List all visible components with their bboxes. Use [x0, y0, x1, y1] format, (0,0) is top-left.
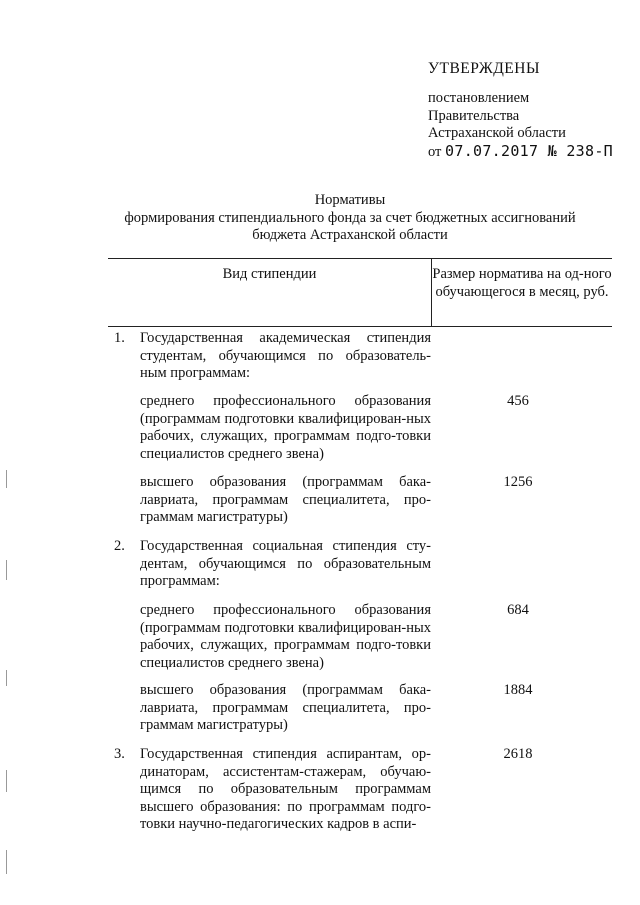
- row-text: среднего профессионального образования (программам подготовки квалифицирован-ных рабочих, служащих, программам подго-товки специалистов среднего звена): [140, 602, 431, 671]
- table-row: [140, 682, 431, 735]
- row-number: 3.: [114, 746, 125, 762]
- row-value: 684: [507, 602, 529, 618]
- row-value: 1256: [503, 474, 533, 490]
- column-header-norm: Размер норматива на од-ного обучающегося в месяц, руб.: [432, 266, 612, 300]
- table-top-border: [108, 258, 612, 259]
- table-row: [114, 330, 431, 383]
- approved-heading: УТВЕРЖДЕНЫ: [428, 60, 540, 77]
- row-text: высшего образования (программам бака-лавриата, программам специалитета, про-граммам магистратуры): [140, 682, 431, 733]
- decree-line: [428, 143, 613, 162]
- row-text: Государственная стипендия аспирантам, ор-динаторам, ассистентам-стажерам, обучаю-щимся по образовательным программам высшего образования: по программам подго-товки научно-педагогических кадров в аспи-: [140, 746, 431, 832]
- table-row: [140, 602, 431, 672]
- decree-prefix: от: [428, 143, 442, 160]
- approval-line: Правительства: [428, 107, 520, 124]
- row-text: Государственная академическая стипендия студентам, обучающимся по образователь-ным программам:: [140, 330, 431, 381]
- document-title: [100, 192, 600, 245]
- title-line-2: формирования стипендиального фонда за счет бюджетных ассигнований: [124, 209, 576, 226]
- title-line-1: Нормативы: [314, 192, 386, 208]
- table-row: [140, 393, 431, 463]
- approval-line: Астраханской области: [428, 125, 566, 141]
- row-number: 1.: [114, 330, 125, 346]
- title-line-3: бюджета Астраханской области: [252, 227, 448, 243]
- row-value: 1884: [503, 682, 533, 698]
- approval-line: постановлением: [428, 90, 530, 106]
- row-number: 2.: [114, 538, 125, 554]
- row-text: Государственная социальная стипендия сту-дентам, обучающимся по образовательным программам:: [140, 538, 431, 589]
- row-text: высшего образования (программам бака-лавриата, программам специалитета, про-граммам магистратуры): [140, 474, 431, 525]
- column-header-kind: Вид стипендии: [222, 266, 317, 282]
- table-row: [114, 746, 431, 834]
- scan-margin-marks: [6, 470, 8, 890]
- approval-lines: [428, 90, 613, 161]
- decree-handwritten-date-number: 07.07.2017 № 238-П: [445, 141, 613, 160]
- row-value: 456: [507, 393, 529, 409]
- row-value: 2618: [503, 746, 533, 762]
- table-row: [140, 474, 431, 527]
- table-header-bottom-border: [108, 326, 612, 327]
- table-row: [114, 538, 431, 591]
- row-text: среднего профессионального образования (программам подготовки квалифицирован-ных рабочих, служащих, программам подго-товки специалистов среднего звена): [140, 393, 431, 462]
